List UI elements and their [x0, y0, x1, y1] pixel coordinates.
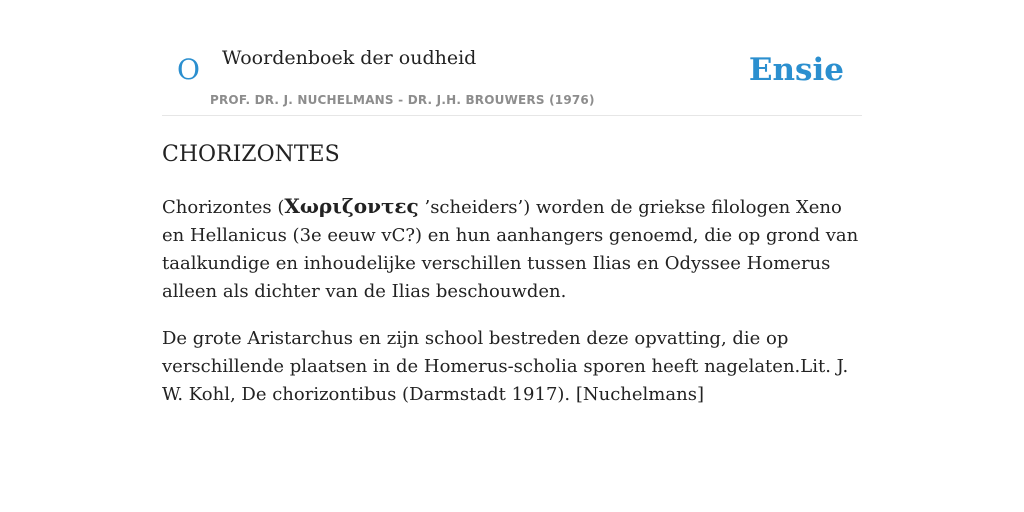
entry-paragraph-2: De grote Aristarchus en zijn school bestreden deze opvatting, die op verschillende plaatsen in de Homerus-scholia sporen heeft nagelaten.Lit. J. W. Kohl, De chorizontibus (Darmstadt 1917). [Nuchelmans] — [162, 328, 849, 405]
greek-term: Χωριζοντες — [284, 194, 419, 218]
letter-index[interactable]: O — [177, 53, 200, 86]
book-authors: PROF. DR. J. NUCHELMANS - DR. J.H. BROUWERS (1976) — [210, 93, 595, 107]
paragraph-1-body: ’scheiders’) worden de griekse filologen Xeno en Hellanicus (3e eeuw vC?) en hun aanhangers genoemd, die op grond van taalkundige en inhoudelijke verschillen tussen Ilias en Odyssee Homerus alleen als dichter van de Ilias beschouwden. — [162, 197, 859, 302]
entry-headword: CHORIZONTES — [162, 142, 340, 167]
paragraph-1-intro: Chorizontes ( — [162, 197, 285, 218]
ensie-logo-link[interactable]: Ensie — [748, 52, 844, 88]
entry-paragraph-1 — [162, 192, 862, 306]
book-title[interactable]: Woordenboek der oudheid — [222, 47, 477, 69]
entry-content — [162, 192, 862, 428]
dictionary-header — [162, 34, 862, 116]
